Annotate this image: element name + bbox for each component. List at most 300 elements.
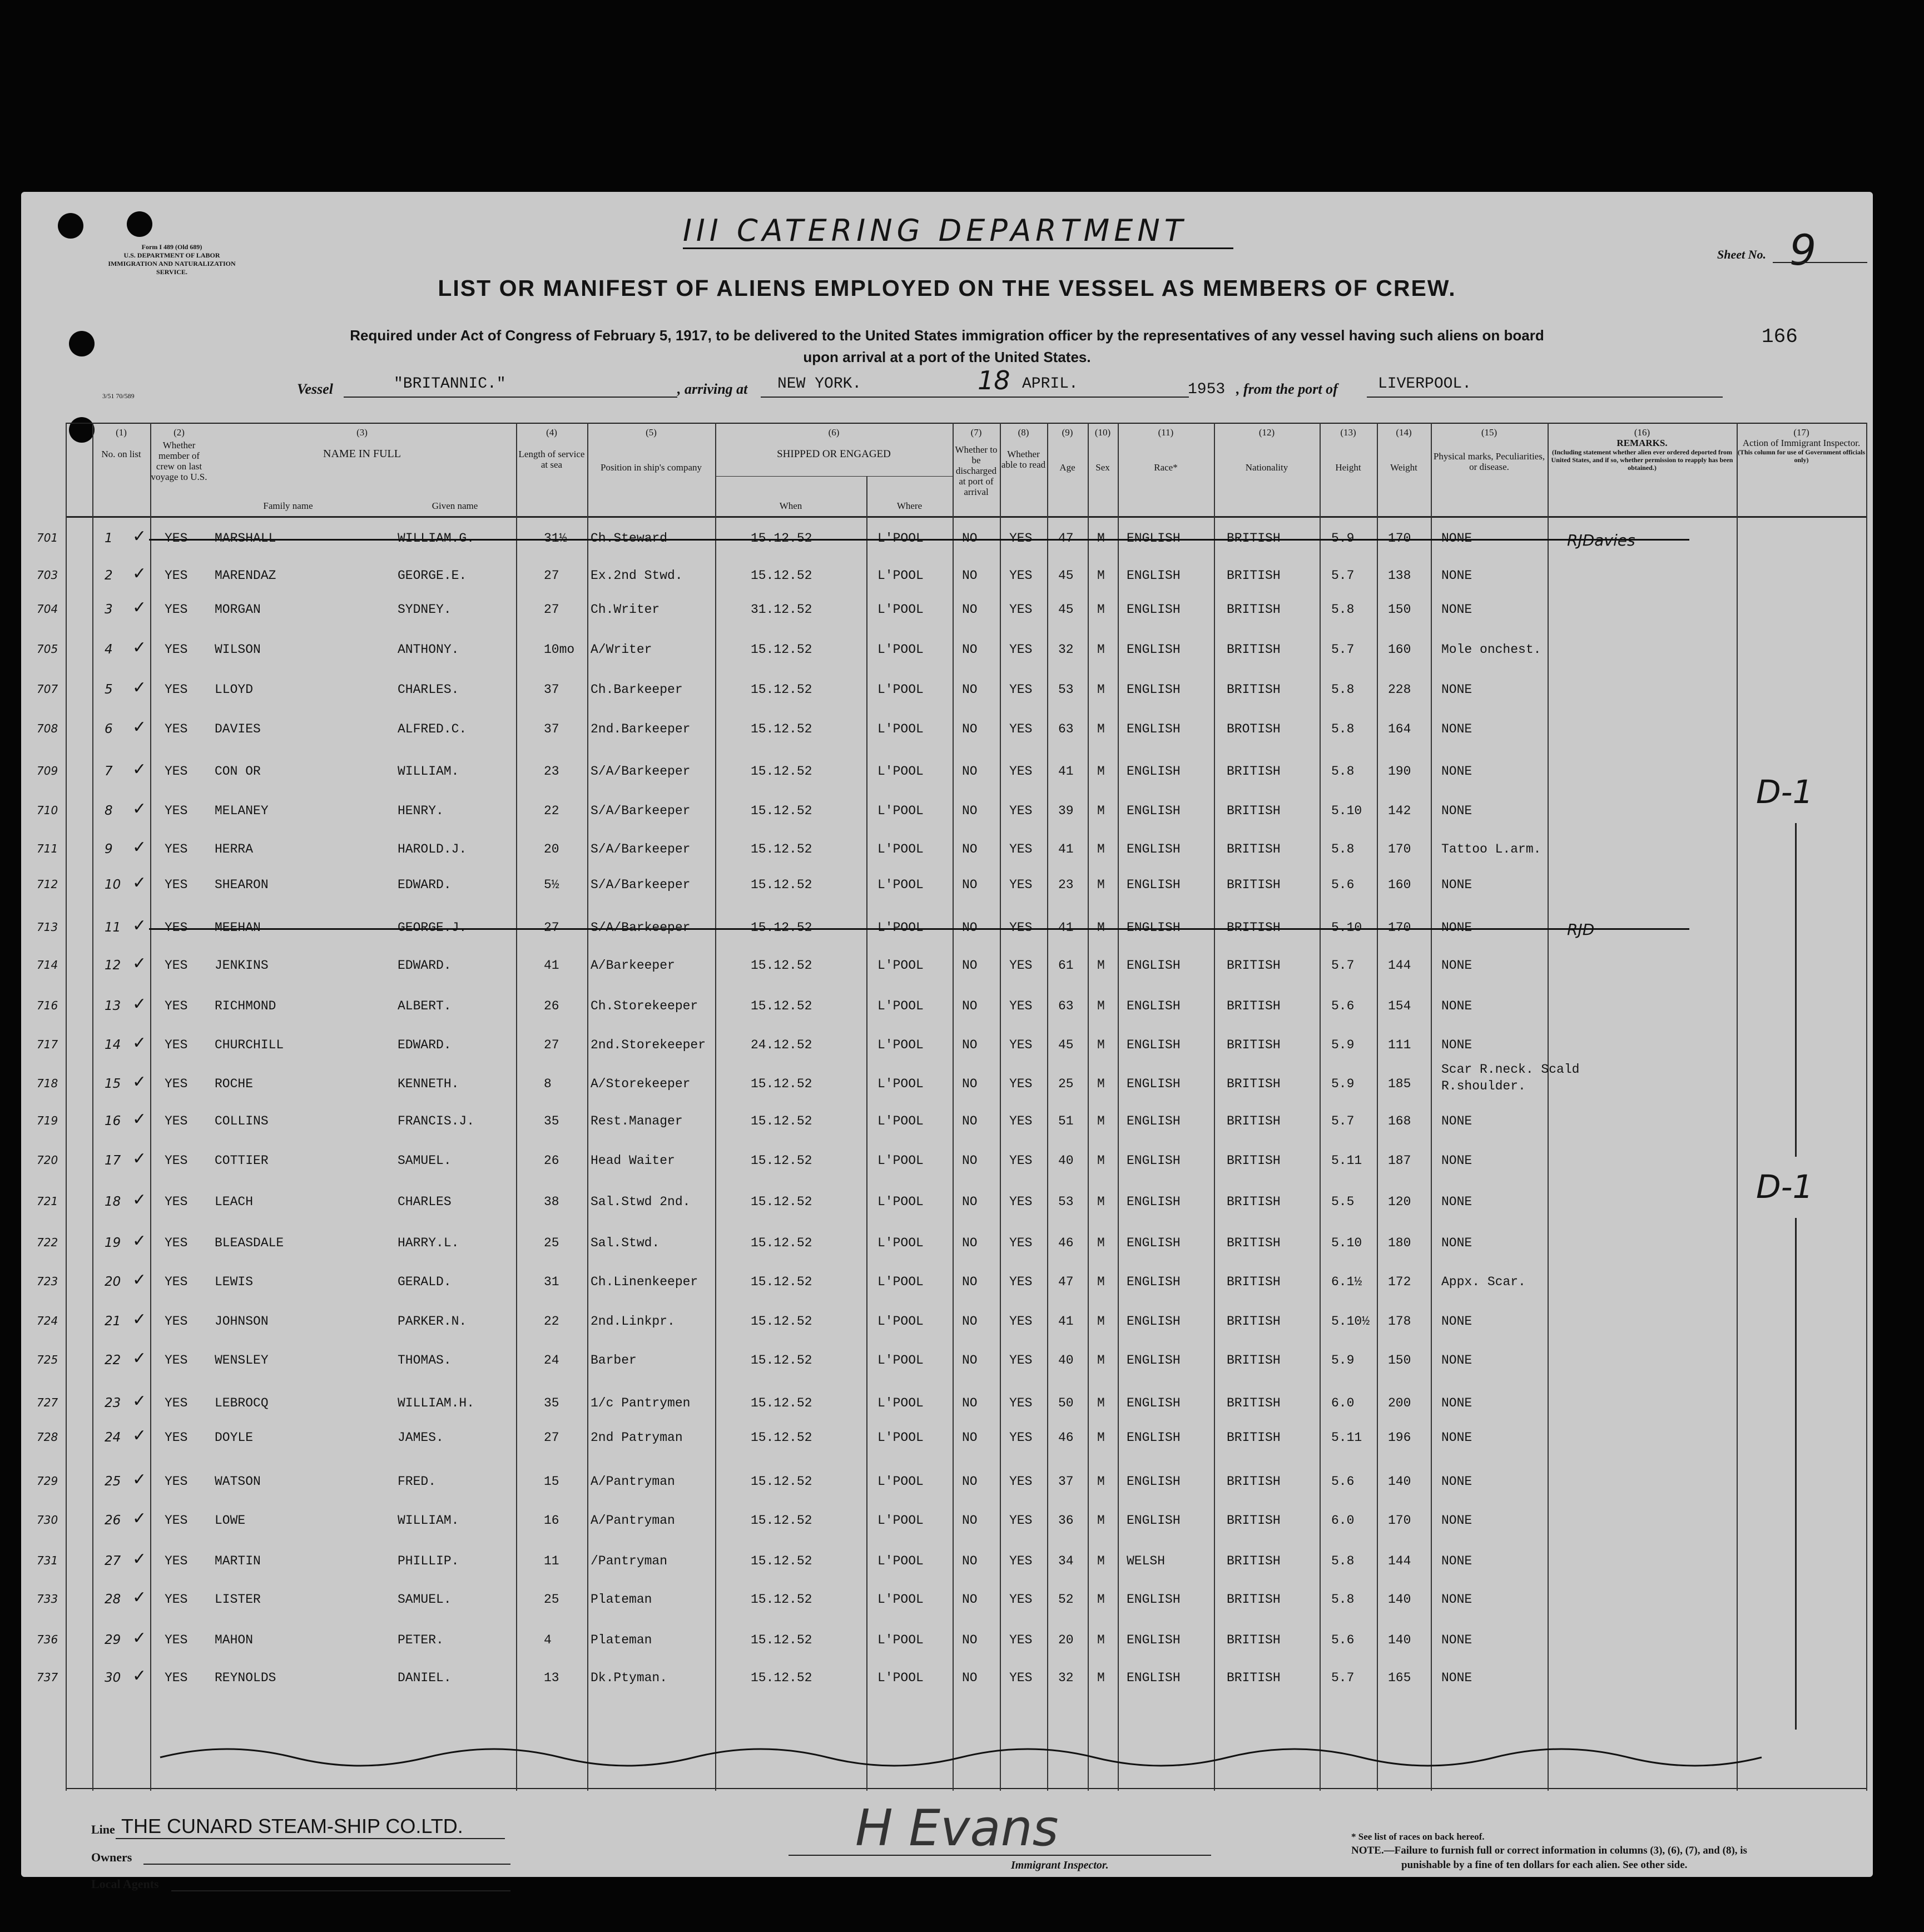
row-ref: 737 — [37, 1671, 58, 1684]
col-divider — [715, 423, 716, 1791]
line-underline — [116, 1838, 505, 1839]
row-ref: 721 — [37, 1195, 58, 1208]
row-given-name: FRANCIS.J. — [398, 1114, 475, 1128]
col-divider — [150, 423, 151, 1791]
row-ref: 724 — [37, 1314, 58, 1327]
row-given-name: WILLIAM.G. — [398, 531, 475, 546]
row-can-read: YES — [1009, 722, 1033, 736]
row-race: ENGLISH — [1127, 1396, 1181, 1410]
row-number: 13 — [105, 999, 121, 1013]
row-nationality: BRITISH — [1227, 568, 1281, 583]
row-height: 5.11 — [1331, 1430, 1362, 1445]
row-discharged: NO — [962, 920, 978, 935]
col-no: (1) No. on list — [101, 427, 141, 459]
row-prev-voyage: YES — [165, 1275, 188, 1289]
row-sex: M — [1097, 1195, 1105, 1209]
row-age: 41 — [1058, 920, 1074, 935]
row-shipped-where: L'POOL — [877, 1275, 924, 1289]
row-family-name: DAVIES — [215, 722, 261, 736]
row-shipped-where: L'POOL — [877, 1671, 924, 1685]
row-physical-marks: Mole onchest. — [1441, 642, 1541, 657]
row-can-read: YES — [1009, 1038, 1033, 1052]
row-height: 6.1½ — [1331, 1275, 1362, 1289]
row-discharged: NO — [962, 1314, 978, 1329]
row-given-name: EDWARD. — [398, 958, 452, 973]
inspector-mark: D-1 — [1756, 773, 1813, 811]
col-remarks: (16) REMARKS. (Including statement whether alien ever ordered deported from United States, and if so, whether permission to reapply has been obtained.) — [1551, 427, 1733, 472]
row-ref: 727 — [37, 1396, 58, 1409]
row-position: Barber — [591, 1353, 637, 1368]
row-discharged: NO — [962, 642, 978, 657]
form-title: LIST OR MANIFEST OF ALIENS EMPLOYED ON THE VESSEL AS MEMBERS OF CREW. — [438, 275, 1456, 301]
row-given-name: FRED. — [398, 1474, 437, 1489]
row-ref: 719 — [37, 1114, 58, 1127]
row-age: 63 — [1058, 999, 1074, 1013]
row-number: 2 — [105, 568, 113, 583]
row-shipped-when: 15.12.52 — [751, 682, 812, 697]
row-given-name: WILLIAM.H. — [398, 1396, 475, 1410]
form-block — [102, 243, 241, 276]
row-can-read: YES — [1009, 804, 1033, 818]
row-given-name: SAMUEL. — [398, 1153, 452, 1168]
inspector-mark: D-1 — [1756, 1168, 1813, 1206]
row-age: 52 — [1058, 1592, 1074, 1607]
row-given-name: JAMES. — [398, 1430, 444, 1445]
check-mark-icon: ✓ — [132, 598, 147, 617]
row-can-read: YES — [1009, 642, 1033, 657]
row-sex: M — [1097, 842, 1105, 856]
arrival-day: 18 — [978, 365, 1010, 395]
row-height: 5.8 — [1331, 602, 1355, 617]
row-service: 13 — [544, 1671, 559, 1685]
row-prev-voyage: YES — [165, 878, 188, 892]
row-ref: 728 — [37, 1430, 58, 1444]
row-shipped-where: L'POOL — [877, 531, 924, 546]
check-mark-icon: ✓ — [132, 1666, 147, 1686]
row-number: 27 — [105, 1554, 121, 1568]
row-position: Ex.2nd Stwd. — [591, 568, 683, 583]
col-read: (8) Whether able to read — [1001, 427, 1046, 470]
row-sex: M — [1097, 1275, 1105, 1289]
row-physical-marks: Scar R.neck. Scald R.shoulder. — [1441, 1062, 1580, 1093]
row-given-name: PETER. — [398, 1633, 444, 1647]
row-weight: 172 — [1388, 1275, 1411, 1289]
sheet-underline — [1773, 262, 1867, 263]
row-service: 35 — [544, 1114, 559, 1128]
col-divider — [1866, 423, 1867, 1791]
row-race: ENGLISH — [1127, 531, 1181, 546]
row-can-read: YES — [1009, 1153, 1033, 1168]
row-can-read: YES — [1009, 764, 1033, 779]
row-physical-marks: Appx. Scar. — [1441, 1275, 1526, 1289]
row-shipped-where: L'POOL — [877, 1633, 924, 1647]
row-nationality: BRITISH — [1227, 1353, 1281, 1368]
row-physical-marks: NONE — [1441, 1474, 1472, 1489]
row-weight: 164 — [1388, 722, 1411, 736]
row-height: 5.7 — [1331, 1114, 1355, 1128]
check-mark-icon: ✓ — [132, 1426, 147, 1445]
row-family-name: DOYLE — [215, 1430, 254, 1445]
row-height: 5.8 — [1331, 682, 1355, 697]
check-mark-icon: ✓ — [132, 1310, 147, 1329]
row-race: ENGLISH — [1127, 1236, 1181, 1250]
row-family-name: LEBROCQ — [215, 1396, 269, 1410]
col-where: Where — [896, 501, 923, 511]
row-service: 24 — [544, 1353, 559, 1368]
row-service: 23 — [544, 764, 559, 779]
row-family-name: LISTER — [215, 1592, 261, 1607]
inspector-bracket — [1795, 1218, 1797, 1730]
row-race: ENGLISH — [1127, 1353, 1181, 1368]
row-age: 25 — [1058, 1077, 1074, 1091]
row-shipped-where: L'POOL — [877, 1195, 924, 1209]
row-age: 41 — [1058, 1314, 1074, 1329]
row-nationality: BRITISH — [1227, 1513, 1281, 1528]
col-weight: (14) Weight — [1390, 427, 1417, 473]
row-physical-marks: NONE — [1441, 764, 1472, 779]
row-service: 37 — [544, 722, 559, 736]
row-shipped-when: 15.12.52 — [751, 842, 812, 856]
row-ref: 712 — [37, 878, 58, 891]
row-given-name: THOMAS. — [398, 1353, 452, 1368]
col-divider — [92, 423, 93, 1791]
row-height: 5.6 — [1331, 999, 1355, 1013]
row-age: 53 — [1058, 682, 1074, 697]
row-shipped-when: 15.12.52 — [751, 999, 812, 1013]
row-nationality: BRITISH — [1227, 1195, 1281, 1209]
row-shipped-where: L'POOL — [877, 642, 924, 657]
row-sex: M — [1097, 1077, 1105, 1091]
row-weight: 111 — [1388, 1038, 1411, 1052]
row-ref: 701 — [37, 531, 58, 544]
row-shipped-when: 15.12.52 — [751, 1671, 812, 1685]
row-physical-marks: NONE — [1441, 682, 1472, 697]
row-ref: 729 — [37, 1474, 58, 1488]
row-discharged: NO — [962, 878, 978, 892]
row-weight: 228 — [1388, 682, 1411, 697]
row-service: 37 — [544, 682, 559, 697]
row-ref: 709 — [37, 764, 58, 777]
row-discharged: NO — [962, 722, 978, 736]
col-height: (13) Height — [1335, 427, 1361, 473]
check-mark-icon: ✓ — [132, 1470, 147, 1489]
row-nationality: BRITISH — [1227, 1396, 1281, 1410]
row-ref: 736 — [37, 1633, 58, 1646]
col-family-name: Family name — [263, 501, 313, 511]
row-family-name: LEACH — [215, 1195, 254, 1209]
check-mark-icon: ✓ — [132, 1149, 147, 1168]
row-given-name: HARRY.L. — [398, 1236, 459, 1250]
row-age: 20 — [1058, 1633, 1074, 1647]
row-position: A/Storekeeper — [591, 1077, 691, 1091]
row-physical-marks: NONE — [1441, 1671, 1472, 1685]
row-physical-marks: NONE — [1441, 1153, 1472, 1168]
row-can-read: YES — [1009, 878, 1033, 892]
row-ref: 708 — [37, 722, 58, 735]
row-physical-marks: NONE — [1441, 878, 1472, 892]
row-service: 26 — [544, 999, 559, 1013]
row-service: 22 — [544, 1314, 559, 1329]
row-height: 5.7 — [1331, 568, 1355, 583]
inspector-label: Immigrant Inspector. — [1011, 1859, 1109, 1871]
col-service: (4) Length of service at sea — [518, 427, 585, 470]
row-race: ENGLISH — [1127, 722, 1181, 736]
col-sex: (10) Sex — [1094, 427, 1111, 473]
row-position: Sal.Stwd. — [591, 1236, 660, 1250]
row-age: 47 — [1058, 531, 1074, 546]
check-mark-icon: ✓ — [132, 564, 147, 583]
row-family-name: JENKINS — [215, 958, 269, 973]
row-discharged: NO — [962, 1038, 978, 1052]
row-physical-marks: NONE — [1441, 1513, 1472, 1528]
row-nationality: BRITISH — [1227, 1592, 1281, 1607]
row-nationality: BRITISH — [1227, 1236, 1281, 1250]
row-race: ENGLISH — [1127, 1592, 1181, 1607]
agents-label: Local Agents — [91, 1877, 159, 1891]
row-can-read: YES — [1009, 568, 1033, 583]
row-prev-voyage: YES — [165, 1114, 188, 1128]
col-divider — [1548, 423, 1549, 1791]
row-height: 5.8 — [1331, 722, 1355, 736]
row-given-name: CHARLES — [398, 1195, 452, 1209]
check-mark-icon: ✓ — [132, 678, 147, 697]
row-can-read: YES — [1009, 1474, 1033, 1489]
row-can-read: YES — [1009, 1236, 1033, 1250]
row-physical-marks: NONE — [1441, 1554, 1472, 1568]
row-race: ENGLISH — [1127, 1195, 1181, 1209]
row-height: 5.9 — [1331, 531, 1355, 546]
row-service: 16 — [544, 1513, 559, 1528]
row-given-name: EDWARD. — [398, 1038, 452, 1052]
check-mark-icon: ✓ — [132, 527, 147, 546]
row-position: 2nd.Linkpr. — [591, 1314, 675, 1329]
footnote-races: * See list of races on back hereof. — [1351, 1831, 1485, 1842]
row-service: 11 — [544, 1554, 559, 1568]
row-physical-marks: Tattoo L.arm. — [1441, 842, 1541, 856]
row-weight: 144 — [1388, 1554, 1411, 1568]
table-bottom-rule — [66, 1788, 1867, 1789]
row-ref: 723 — [37, 1275, 58, 1288]
row-age: 36 — [1058, 1513, 1074, 1528]
punch-hole — [58, 213, 83, 239]
row-sex: M — [1097, 764, 1105, 779]
row-service: 8 — [544, 1077, 552, 1091]
row-service: 25 — [544, 1236, 559, 1250]
row-height: 5.6 — [1331, 1474, 1355, 1489]
row-age: 45 — [1058, 602, 1074, 617]
row-position: /Pantryman — [591, 1554, 668, 1568]
row-shipped-when: 15.12.52 — [751, 531, 812, 546]
row-age: 34 — [1058, 1554, 1074, 1568]
row-number: 1 — [105, 531, 113, 546]
row-shipped-when: 15.12.52 — [751, 1353, 812, 1368]
manifest-sheet — [21, 192, 1873, 1891]
row-number: 8 — [105, 804, 113, 818]
row-can-read: YES — [1009, 682, 1033, 697]
form-subtitle-1: Required under Act of Congress of February 5, 1917, to be delivered to the United States immigration officer by the representatives of any vessel having such aliens on board — [350, 327, 1544, 344]
row-weight: 170 — [1388, 842, 1411, 856]
row-prev-voyage: YES — [165, 1077, 188, 1091]
row-family-name: MEEHAN — [215, 920, 261, 935]
row-shipped-where: L'POOL — [877, 1153, 924, 1168]
row-height: 5.8 — [1331, 764, 1355, 779]
row-shipped-when: 24.12.52 — [751, 1038, 812, 1052]
row-position: Ch.Barkeeper — [591, 682, 683, 697]
row-discharged: NO — [962, 1633, 978, 1647]
row-service: 15 — [544, 1474, 559, 1489]
row-height: 6.0 — [1331, 1513, 1355, 1528]
row-race: ENGLISH — [1127, 958, 1181, 973]
row-number: 16 — [105, 1114, 121, 1128]
row-service: 27 — [544, 920, 559, 935]
row-weight: 187 — [1388, 1153, 1411, 1168]
row-race: ENGLISH — [1127, 1114, 1181, 1128]
row-prev-voyage: YES — [165, 1474, 188, 1489]
row-discharged: NO — [962, 1153, 978, 1168]
row-weight: 154 — [1388, 999, 1411, 1013]
row-age: 51 — [1058, 1114, 1074, 1128]
row-shipped-where: L'POOL — [877, 1236, 924, 1250]
shipped-subrule — [715, 476, 953, 477]
row-weight: 168 — [1388, 1114, 1411, 1128]
col-position: (5) Position in ship's company — [600, 427, 702, 473]
row-position: Sal.Stwd 2nd. — [591, 1195, 691, 1209]
col-divider — [587, 423, 588, 1791]
col-prev-voyage: (2) Whether member of crew on last voyage to U.S. — [151, 427, 207, 482]
row-can-read: YES — [1009, 842, 1033, 856]
row-age: 37 — [1058, 1474, 1074, 1489]
row-physical-marks: NONE — [1441, 958, 1472, 973]
row-given-name: GERALD. — [398, 1275, 452, 1289]
row-position: S/A/Barkeeper — [591, 920, 691, 935]
signature-line — [789, 1855, 1211, 1856]
row-position: Ch.Linenkeeper — [591, 1275, 698, 1289]
row-given-name: PARKER.N. — [398, 1314, 467, 1329]
row-number: 7 — [105, 764, 113, 779]
row-discharged: NO — [962, 764, 978, 779]
footnote-penalty-2: punishable by a fine of ten dollars for each alien. See other side. — [1401, 1859, 1688, 1871]
col-divider — [1214, 423, 1215, 1791]
check-mark-icon: ✓ — [132, 760, 147, 779]
row-family-name: JOHNSON — [215, 1314, 269, 1329]
row-prev-voyage: YES — [165, 1314, 188, 1329]
row-given-name: ANTHONY. — [398, 642, 459, 657]
col-divider — [516, 423, 517, 1791]
row-shipped-where: L'POOL — [877, 1077, 924, 1091]
department-title: III CATERING DEPARTMENT — [683, 213, 1187, 248]
row-shipped-where: L'POOL — [877, 920, 924, 935]
row-shipped-when: 15.12.52 — [751, 1430, 812, 1445]
row-shipped-when: 15.12.52 — [751, 1554, 812, 1568]
row-family-name: WATSON — [215, 1474, 261, 1489]
row-weight: 165 — [1388, 1671, 1411, 1685]
row-given-name: SYDNEY. — [398, 602, 452, 617]
page-stamp: 166 — [1762, 325, 1798, 348]
col-name: (3) NAME IN FULL — [323, 427, 401, 460]
row-shipped-where: L'POOL — [877, 1353, 924, 1368]
row-shipped-when: 15.12.52 — [751, 1153, 812, 1168]
row-given-name: WILLIAM. — [398, 1513, 459, 1528]
row-given-name: SAMUEL. — [398, 1592, 452, 1607]
row-race: WELSH — [1127, 1554, 1166, 1568]
row-height: 5.8 — [1331, 1554, 1355, 1568]
sheet-label: Sheet No. — [1717, 247, 1766, 261]
row-sex: M — [1097, 602, 1105, 617]
row-number: 21 — [105, 1314, 121, 1329]
row-number: 30 — [105, 1671, 121, 1685]
row-sex: M — [1097, 1153, 1105, 1168]
row-weight: 160 — [1388, 642, 1411, 657]
row-weight: 150 — [1388, 602, 1411, 617]
col-divider — [1737, 423, 1738, 1791]
row-race: ENGLISH — [1127, 568, 1181, 583]
row-prev-voyage: YES — [165, 682, 188, 697]
row-height: 5.10 — [1331, 804, 1362, 818]
check-mark-icon: ✓ — [132, 1231, 147, 1251]
row-discharged: NO — [962, 1236, 978, 1250]
row-age: 46 — [1058, 1430, 1074, 1445]
row-discharged: NO — [962, 1275, 978, 1289]
row-position: Dk.Ptyman. — [591, 1671, 668, 1685]
row-physical-marks: NONE — [1441, 1114, 1472, 1128]
row-weight: 180 — [1388, 1236, 1411, 1250]
row-race: ENGLISH — [1127, 1153, 1181, 1168]
check-mark-icon: ✓ — [132, 994, 147, 1014]
row-nationality: BRITISH — [1227, 642, 1281, 657]
row-discharged: NO — [962, 531, 978, 546]
row-nationality: BRITISH — [1227, 842, 1281, 856]
row-can-read: YES — [1009, 1430, 1033, 1445]
row-number: 9 — [105, 842, 113, 856]
row-height: 5.5 — [1331, 1195, 1355, 1209]
closing-wave-line — [160, 1741, 1773, 1774]
row-shipped-when: 15.12.52 — [751, 1077, 812, 1091]
row-race: ENGLISH — [1127, 1671, 1181, 1685]
check-mark-icon: ✓ — [132, 1109, 147, 1129]
check-mark-icon: ✓ — [132, 1628, 147, 1648]
row-discharged: NO — [962, 1195, 978, 1209]
row-nationality: BRITISH — [1227, 1038, 1281, 1052]
row-family-name: COLLINS — [215, 1114, 269, 1128]
row-age: 41 — [1058, 764, 1074, 779]
row-can-read: YES — [1009, 1077, 1033, 1091]
row-given-name: KENNETH. — [398, 1077, 459, 1091]
row-shipped-when: 15.12.52 — [751, 1592, 812, 1607]
row-prev-voyage: YES — [165, 1513, 188, 1528]
table-top-rule — [66, 423, 1867, 424]
row-discharged: NO — [962, 1430, 978, 1445]
agents-underline — [171, 1890, 510, 1891]
row-shipped-where: L'POOL — [877, 1554, 924, 1568]
row-prev-voyage: YES — [165, 568, 188, 583]
row-ref: 720 — [37, 1153, 58, 1167]
row-shipped-when: 15.12.52 — [751, 804, 812, 818]
row-shipped-when: 31.12.52 — [751, 602, 812, 617]
col-divider — [66, 423, 67, 1791]
row-sex: M — [1097, 1633, 1105, 1647]
row-physical-marks: NONE — [1441, 722, 1472, 736]
row-weight: 190 — [1388, 764, 1411, 779]
row-race: ENGLISH — [1127, 602, 1181, 617]
row-prev-voyage: YES — [165, 722, 188, 736]
check-mark-icon: ✓ — [132, 1509, 147, 1528]
row-ref: 713 — [37, 920, 58, 934]
row-ref: 705 — [37, 642, 58, 656]
row-sex: M — [1097, 1430, 1105, 1445]
row-prev-voyage: YES — [165, 1396, 188, 1410]
row-number: 24 — [105, 1430, 121, 1445]
row-service: 31½ — [544, 531, 567, 546]
